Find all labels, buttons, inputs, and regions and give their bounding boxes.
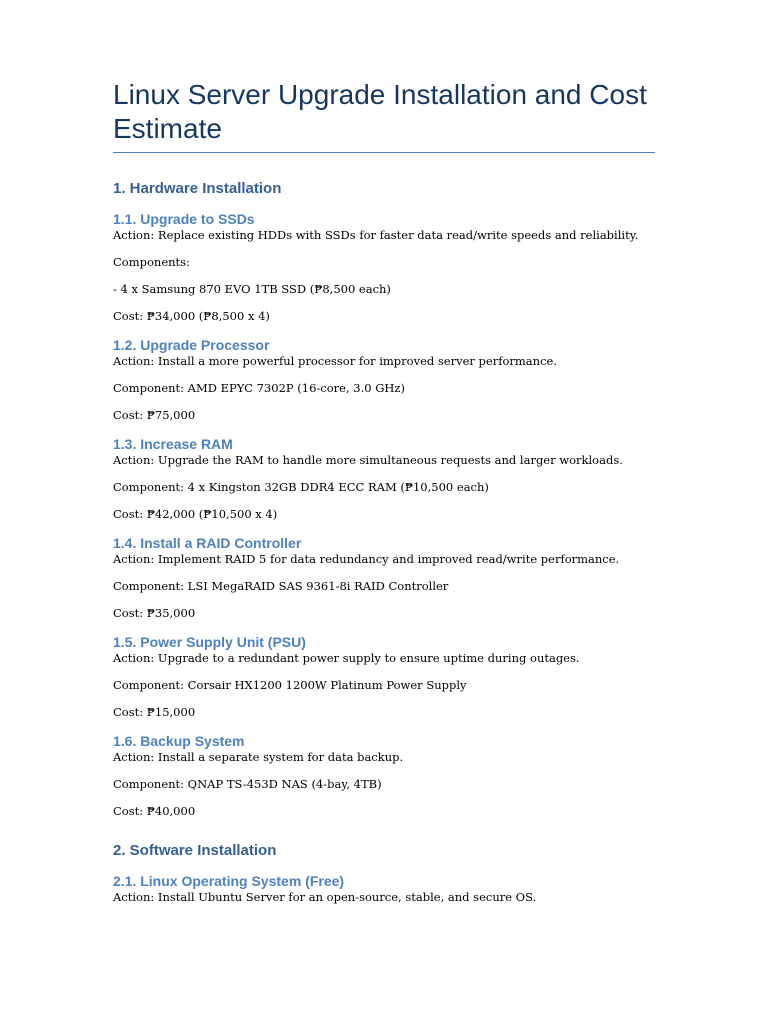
subsection-increase-ram — [113, 435, 655, 522]
paragraph-action: Action: Install Ubuntu Server for an open-source, stable, and secure OS. — [113, 890, 537, 904]
subsection-backup-system — [113, 732, 655, 819]
paragraph-action: Action: Upgrade to a redundant power supply to ensure uptime during outages. — [113, 651, 580, 665]
paragraph-action: Action: Implement RAID 5 for data redundancy and improved read/write performance. — [113, 552, 620, 566]
subsection-linux-os — [113, 872, 655, 905]
paragraph-component: Component: Corsair HX1200 1200W Platinum Power Supply — [113, 678, 467, 692]
paragraph-component: Component: AMD EPYC 7302P (16-core, 3.0 GHz) — [113, 381, 405, 395]
subsection-power-supply — [113, 633, 655, 720]
subsection-heading: 2.1. Linux Operating System (Free) — [113, 873, 345, 889]
paragraph-cost: Cost: ₱34,000 (₱8,500 x 4) — [113, 309, 270, 323]
paragraph-cost: Cost: ₱75,000 — [113, 408, 196, 422]
subsection-heading: 1.1. Upgrade to SSDs — [113, 211, 255, 227]
subsection-heading: 1.3. Increase RAM — [113, 436, 233, 452]
document-page — [113, 78, 655, 905]
paragraph-action: Action: Install a more powerful processor for improved server performance. — [113, 354, 557, 368]
paragraph-cost: Cost: ₱40,000 — [113, 804, 196, 818]
subsection-raid-controller — [113, 534, 655, 621]
paragraph-components: Components: — [113, 255, 190, 269]
paragraph-cost: Cost: ₱42,000 (₱10,500 x 4) — [113, 507, 278, 521]
paragraph-component-item: - 4 x Samsung 870 EVO 1TB SSD (₱8,500 each) — [113, 282, 391, 296]
subsection-heading: 1.6. Backup System — [113, 733, 245, 749]
subsection-heading: 1.2. Upgrade Processor — [113, 337, 270, 353]
section-hardware-installation — [113, 179, 655, 819]
section-software-installation — [113, 841, 655, 905]
paragraph-component: Component: LSI MegaRAID SAS 9361-8i RAID Controller — [113, 579, 449, 593]
subsection-upgrade-processor — [113, 336, 655, 423]
subsection-upgrade-ssds — [113, 210, 655, 324]
paragraph-action: Action: Install a separate system for data backup. — [113, 750, 404, 764]
paragraph-cost: Cost: ₱35,000 — [113, 606, 196, 620]
section-heading: 1. Hardware Installation — [113, 180, 282, 197]
section-heading: 2. Software Installation — [113, 842, 277, 859]
paragraph-component: Component: 4 x Kingston 32GB DDR4 ECC RAM (₱10,500 each) — [113, 480, 489, 494]
paragraph-component: Component: QNAP TS-453D NAS (4-bay, 4TB) — [113, 777, 382, 791]
subsection-heading: 1.5. Power Supply Unit (PSU) — [113, 634, 306, 650]
subsection-heading: 1.4. Install a RAID Controller — [113, 535, 302, 551]
document-title: Linux Server Upgrade Installation and Cost Estimate — [113, 78, 655, 153]
paragraph-action: Action: Replace existing HDDs with SSDs for faster data read/write speeds and reliability. — [113, 228, 639, 242]
paragraph-action: Action: Upgrade the RAM to handle more simultaneous requests and larger workloads. — [113, 453, 623, 467]
paragraph-cost: Cost: ₱15,000 — [113, 705, 196, 719]
